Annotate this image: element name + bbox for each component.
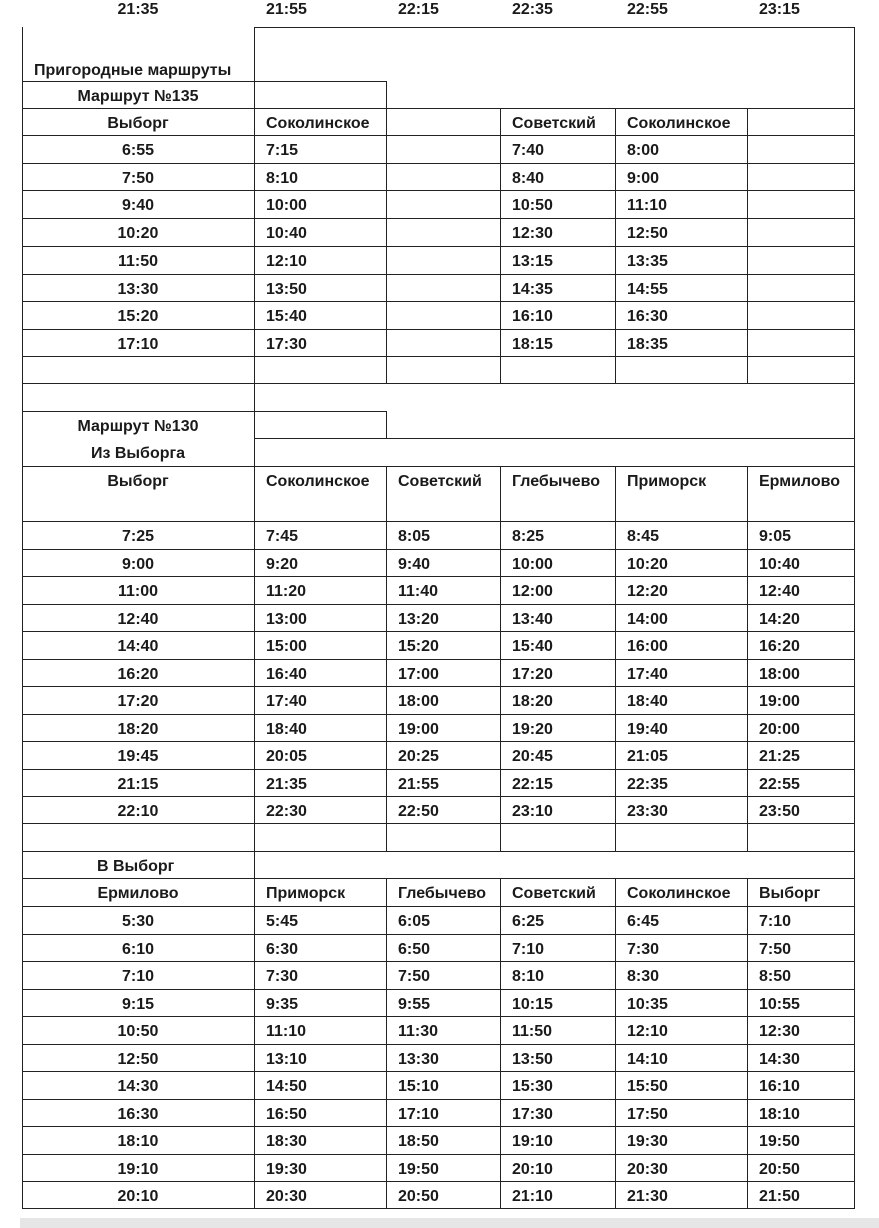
column-header: Выборг [107, 115, 169, 132]
time-cell: 13:30 [398, 1051, 439, 1068]
column-header: Ермилово [759, 473, 841, 490]
column-header: Советский [398, 473, 482, 490]
time-cell: 14:10 [627, 1051, 668, 1068]
time-cell: 22:55 [627, 1, 668, 18]
grid-line [22, 1099, 855, 1100]
time-cell: 20:50 [759, 1161, 800, 1178]
time-cell: 16:20 [117, 666, 159, 683]
time-cell: 14:30 [117, 1078, 159, 1095]
grid-line [22, 274, 855, 275]
column-header: Глебычево [398, 885, 487, 902]
column-header: Советский [512, 885, 596, 902]
time-cell: 19:20 [512, 721, 553, 738]
grid-line [386, 81, 387, 109]
grid-line [22, 108, 855, 109]
time-cell: 10:20 [117, 225, 159, 242]
time-cell: 15:00 [266, 638, 307, 655]
time-cell: 23:10 [512, 803, 553, 820]
time-cell: 16:30 [627, 308, 668, 325]
time-cell: 21:30 [627, 1188, 668, 1205]
time-cell: 22:55 [759, 776, 800, 793]
time-cell: 19:00 [398, 721, 439, 738]
time-cell: 13:10 [266, 1051, 307, 1068]
time-cell: 14:50 [266, 1078, 307, 1095]
time-cell: 15:10 [398, 1078, 439, 1095]
time-cell: 15:40 [512, 638, 553, 655]
grid-line [22, 714, 855, 715]
time-cell: 7:15 [266, 142, 299, 159]
time-cell: 19:10 [512, 1133, 553, 1150]
time-cell: 16:50 [266, 1106, 307, 1123]
bottom-divider [20, 1218, 879, 1228]
time-cell: 15:40 [266, 308, 307, 325]
grid-line [22, 190, 855, 191]
time-cell: 10:40 [266, 225, 307, 242]
time-cell: 12:20 [627, 583, 668, 600]
grid-line [615, 878, 616, 1209]
time-cell: 10:20 [627, 556, 668, 573]
grid-line [22, 769, 855, 770]
time-cell: 18:20 [117, 721, 159, 738]
time-cell: 16:10 [759, 1078, 800, 1095]
time-cell: 10:15 [512, 996, 553, 1013]
time-cell: 13:15 [512, 253, 553, 270]
time-cell: 6:05 [398, 913, 431, 930]
grid-line [615, 108, 616, 384]
time-cell: 10:40 [759, 556, 800, 573]
time-cell: 5:45 [266, 913, 299, 930]
time-cell: 8:25 [512, 528, 545, 545]
time-cell: 14:40 [117, 638, 159, 655]
time-cell: 12:10 [266, 253, 307, 270]
time-cell: 6:25 [512, 913, 545, 930]
column-header: Соколинское [266, 115, 370, 132]
grid-line [254, 438, 855, 439]
route-130-title: Маршрут №130 [77, 418, 199, 435]
time-cell: 19:30 [266, 1161, 307, 1178]
time-cell: 13:50 [266, 281, 307, 298]
column-header: Соколинское [627, 885, 731, 902]
grid-line [22, 135, 855, 136]
grid-line [22, 659, 855, 660]
grid-line [22, 466, 855, 467]
time-cell: 7:25 [121, 528, 155, 545]
time-cell: 13:50 [512, 1051, 553, 1068]
grid-line [22, 301, 855, 302]
time-cell: 19:50 [398, 1161, 439, 1178]
time-cell: 12:40 [759, 583, 800, 600]
time-cell: 10:00 [266, 197, 307, 214]
grid-line [386, 466, 387, 852]
column-header: Приморск [266, 885, 346, 902]
time-cell: 6:45 [627, 913, 660, 930]
route-135-title: Маршрут №135 [77, 88, 199, 105]
time-cell: 11:10 [627, 197, 668, 214]
time-cell: 18:15 [512, 336, 553, 353]
time-cell: 20:30 [266, 1188, 307, 1205]
time-cell: 14:55 [627, 281, 668, 298]
grid-line [22, 1181, 855, 1182]
time-cell: 22:15 [398, 1, 439, 18]
grid-line [22, 163, 855, 164]
time-cell: 14:20 [759, 611, 800, 628]
time-cell: 7:50 [398, 968, 431, 985]
time-cell: 17:10 [398, 1106, 439, 1123]
time-cell: 11:40 [398, 583, 439, 600]
time-cell: 12:40 [117, 611, 159, 628]
grid-line [22, 1071, 855, 1072]
time-cell: 7:50 [759, 941, 792, 958]
time-cell: 13:30 [117, 281, 159, 298]
time-cell: 10:00 [512, 556, 553, 573]
time-cell: 11:50 [117, 253, 159, 270]
time-cell: 18:20 [512, 693, 553, 710]
time-cell: 11:30 [398, 1023, 439, 1040]
grid-line [254, 27, 255, 1209]
time-cell: 11:10 [266, 1023, 307, 1040]
column-header: Глебычево [512, 473, 601, 490]
time-cell: 18:50 [398, 1133, 439, 1150]
time-cell: 17:40 [266, 693, 307, 710]
time-cell: 17:10 [117, 336, 159, 353]
time-cell: 14:30 [759, 1051, 800, 1068]
time-cell: 6:30 [266, 941, 299, 958]
time-cell: 18:10 [117, 1133, 159, 1150]
time-cell: 9:00 [121, 556, 155, 573]
grid-line [22, 521, 855, 522]
grid-line [22, 576, 855, 577]
time-cell: 10:50 [117, 1023, 159, 1040]
grid-line [386, 411, 387, 439]
time-cell: 16:30 [117, 1106, 159, 1123]
time-cell: 17:00 [398, 666, 439, 683]
time-cell: 20:45 [512, 748, 553, 765]
time-cell: 17:40 [627, 666, 668, 683]
time-cell: 11:50 [512, 1023, 553, 1040]
time-cell: 7:30 [266, 968, 299, 985]
grid-line [22, 383, 855, 384]
time-cell: 7:10 [512, 941, 545, 958]
time-cell: 8:00 [627, 142, 660, 159]
grid-line [22, 686, 855, 687]
time-cell: 18:35 [627, 336, 668, 353]
time-cell: 19:10 [117, 1161, 159, 1178]
time-cell: 21:50 [759, 1188, 800, 1205]
time-cell: 19:00 [759, 693, 800, 710]
time-cell: 16:10 [512, 308, 553, 325]
time-cell: 17:30 [266, 336, 307, 353]
time-cell: 21:05 [627, 748, 668, 765]
grid-line [500, 878, 501, 1209]
time-cell: 17:20 [117, 693, 159, 710]
time-cell: 21:55 [266, 1, 307, 18]
time-cell: 11:20 [266, 583, 307, 600]
time-cell: 15:20 [117, 308, 159, 325]
grid-line [22, 549, 855, 550]
time-cell: 21:35 [117, 1, 159, 18]
time-cell: 16:40 [266, 666, 307, 683]
time-cell: 7:10 [121, 968, 155, 985]
column-header: Приморск [627, 473, 707, 490]
time-cell: 22:35 [627, 776, 668, 793]
to-vyborg-label: В Выборг [97, 858, 175, 875]
time-cell: 14:35 [512, 281, 553, 298]
time-cell: 17:30 [512, 1106, 553, 1123]
time-cell: 20:50 [398, 1188, 439, 1205]
page-title: Пригородные маршруты [34, 62, 232, 79]
time-cell: 16:00 [627, 638, 668, 655]
grid-line [22, 741, 855, 742]
grid-line [22, 906, 855, 907]
time-cell: 21:55 [398, 776, 439, 793]
column-header: Выборг [107, 473, 169, 490]
time-cell: 22:10 [117, 803, 159, 820]
time-cell: 20:05 [266, 748, 307, 765]
time-cell: 21:15 [117, 776, 159, 793]
grid-line [747, 466, 748, 852]
time-cell: 12:10 [627, 1023, 668, 1040]
grid-line [22, 851, 855, 852]
time-cell: 8:10 [266, 170, 299, 187]
column-header: Ермилово [97, 885, 179, 902]
time-cell: 15:50 [627, 1078, 668, 1095]
time-cell: 17:20 [512, 666, 553, 683]
time-cell: 5:30 [121, 913, 155, 930]
grid-line [747, 878, 748, 1209]
grid-line [22, 1016, 855, 1017]
grid-line [747, 108, 748, 384]
time-cell: 20:00 [759, 721, 800, 738]
time-cell: 22:35 [512, 1, 553, 18]
time-cell: 8:05 [398, 528, 431, 545]
time-cell: 19:40 [627, 721, 668, 738]
time-cell: 8:45 [627, 528, 660, 545]
time-cell: 13:00 [266, 611, 307, 628]
time-cell: 7:45 [266, 528, 299, 545]
time-cell: 7:50 [121, 170, 155, 187]
grid-line [500, 108, 501, 384]
time-cell: 21:35 [266, 776, 307, 793]
time-cell: 23:30 [627, 803, 668, 820]
time-cell: 23:50 [759, 803, 800, 820]
time-cell: 10:55 [759, 996, 800, 1013]
time-cell: 18:00 [759, 666, 800, 683]
grid-line [22, 1208, 855, 1209]
time-cell: 8:40 [512, 170, 545, 187]
time-cell: 9:20 [266, 556, 299, 573]
time-cell: 10:50 [512, 197, 553, 214]
grid-line [22, 631, 855, 632]
time-cell: 13:35 [627, 253, 668, 270]
grid-line [854, 27, 855, 1209]
grid-line [22, 246, 855, 247]
time-cell: 9:05 [759, 528, 792, 545]
time-cell: 18:40 [627, 693, 668, 710]
time-cell: 19:30 [627, 1133, 668, 1150]
grid-line [22, 81, 387, 82]
grid-line [22, 1154, 855, 1155]
time-cell: 9:55 [398, 996, 431, 1013]
time-cell: 9:40 [398, 556, 431, 573]
time-cell: 6:10 [121, 941, 155, 958]
grid-line [386, 108, 387, 384]
time-cell: 11:00 [117, 583, 159, 600]
time-cell: 17:50 [627, 1106, 668, 1123]
time-cell: 8:50 [759, 968, 792, 985]
grid-line [22, 1126, 855, 1127]
time-cell: 7:30 [627, 941, 660, 958]
time-cell: 18:10 [759, 1106, 800, 1123]
time-cell: 7:40 [512, 142, 545, 159]
column-header: Выборг [759, 885, 821, 902]
time-cell: 22:15 [512, 776, 553, 793]
time-cell: 9:40 [121, 197, 155, 214]
from-vyborg-label: Из Выборга [90, 445, 186, 462]
time-cell: 12:00 [512, 583, 553, 600]
grid-line [22, 329, 855, 330]
time-cell: 15:30 [512, 1078, 553, 1095]
time-cell: 21:10 [512, 1188, 553, 1205]
time-cell: 10:35 [627, 996, 668, 1013]
time-cell: 19:50 [759, 1133, 800, 1150]
time-cell: 16:20 [759, 638, 800, 655]
time-cell: 14:00 [627, 611, 668, 628]
time-cell: 8:30 [627, 968, 660, 985]
time-cell: 12:30 [512, 225, 553, 242]
time-cell: 13:40 [512, 611, 553, 628]
time-cell: 12:50 [117, 1051, 159, 1068]
time-cell: 18:30 [266, 1133, 307, 1150]
grid-line [386, 878, 387, 1209]
time-cell: 20:30 [627, 1161, 668, 1178]
grid-line [22, 1044, 855, 1045]
grid-line [22, 218, 855, 219]
grid-line [22, 934, 855, 935]
time-cell: 6:50 [398, 941, 431, 958]
time-cell: 22:50 [398, 803, 439, 820]
column-header: Соколинское [266, 473, 370, 490]
grid-line [22, 411, 387, 412]
time-cell: 18:00 [398, 693, 439, 710]
grid-line [254, 27, 855, 28]
column-header: Соколинское [627, 115, 731, 132]
time-cell: 9:15 [121, 996, 155, 1013]
time-cell: 9:00 [627, 170, 660, 187]
time-cell: 9:35 [266, 996, 299, 1013]
grid-line [22, 823, 855, 824]
time-cell: 20:25 [398, 748, 439, 765]
time-cell: 12:30 [759, 1023, 800, 1040]
column-header: Советский [512, 115, 596, 132]
time-cell: 19:45 [117, 748, 159, 765]
time-cell: 20:10 [117, 1188, 159, 1205]
grid-line [500, 466, 501, 852]
time-cell: 6:55 [121, 142, 155, 159]
grid-line [22, 604, 855, 605]
time-cell: 20:10 [512, 1161, 553, 1178]
grid-line [22, 989, 855, 990]
time-cell: 21:25 [759, 748, 800, 765]
grid-line [22, 878, 855, 879]
time-cell: 7:10 [759, 913, 792, 930]
time-cell: 8:10 [512, 968, 545, 985]
time-cell: 12:50 [627, 225, 668, 242]
grid-line [22, 961, 855, 962]
grid-line [22, 356, 855, 357]
time-cell: 22:30 [266, 803, 307, 820]
time-cell: 18:40 [266, 721, 307, 738]
grid-line [615, 466, 616, 852]
time-cell: 23:15 [759, 1, 800, 18]
grid-line [22, 796, 855, 797]
time-cell: 15:20 [398, 638, 439, 655]
time-cell: 13:20 [398, 611, 439, 628]
